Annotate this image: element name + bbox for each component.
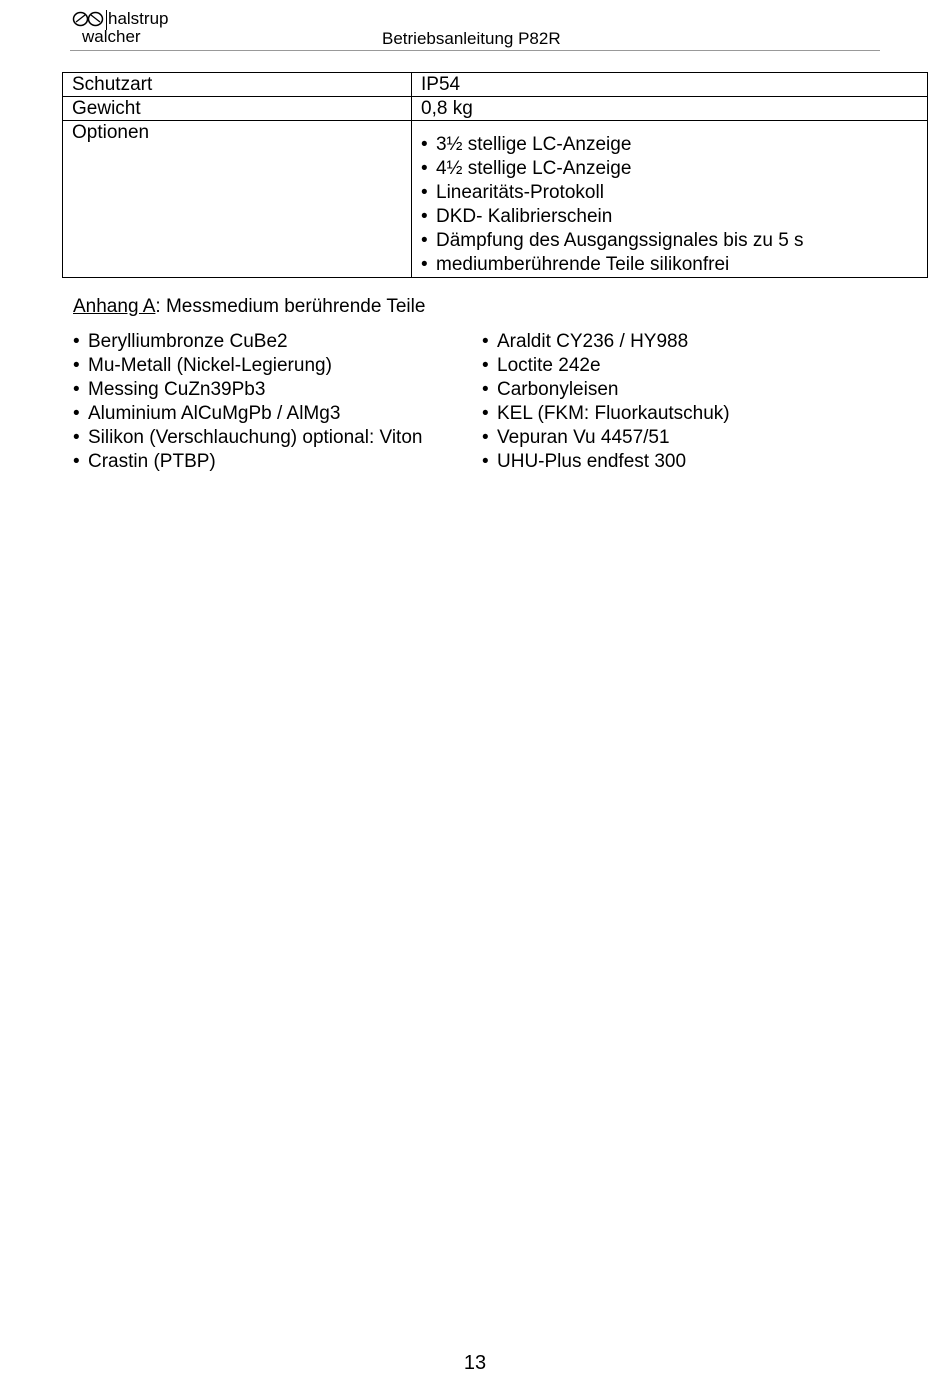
document-title: Betriebsanleitung P82R xyxy=(382,29,561,48)
table-row xyxy=(63,97,928,121)
spec-value: 0,8 kg xyxy=(412,97,928,121)
materials-list-right xyxy=(482,330,882,474)
table-row xyxy=(63,73,928,97)
list-item: • Berylliumbronze CuBe2 xyxy=(73,330,473,354)
list-item: • Crastin (PTBP) xyxy=(73,450,473,474)
list-item: • Linearitäts-Protokoll xyxy=(421,181,918,205)
logo-text-top: halstrup xyxy=(108,9,169,28)
list-item: • Messing CuZn39Pb3 xyxy=(73,378,473,402)
list-item: • KEL (FKM: Fluorkautschuk) xyxy=(482,402,882,426)
logo-mark-icon xyxy=(72,10,104,28)
list-item: • Araldit CY236 / HY988 xyxy=(482,330,882,354)
spec-table xyxy=(62,72,928,278)
list-item: • Aluminium AlCuMgPb / AlMg3 xyxy=(73,402,473,426)
materials-list-left xyxy=(73,330,473,474)
list-item: • Dämpfung des Ausgangssignales bis zu 5 s xyxy=(421,229,918,253)
spec-key: Optionen xyxy=(63,121,412,278)
appendix-heading xyxy=(73,295,425,319)
spec-key: Schutzart xyxy=(63,73,412,97)
spec-value-options xyxy=(412,121,928,278)
options-list xyxy=(421,133,918,277)
list-item: • UHU-Plus endfest 300 xyxy=(482,450,882,474)
list-item: • Carbonyleisen xyxy=(482,378,882,402)
list-item: • mediumberührende Teile silikonfrei xyxy=(421,253,918,277)
list-item: • 3½ stellige LC-Anzeige xyxy=(421,133,918,157)
list-item: • DKD- Kalibrierschein xyxy=(421,205,918,229)
company-logo xyxy=(72,8,192,48)
spec-key: Gewicht xyxy=(63,97,412,121)
spec-value: IP54 xyxy=(412,73,928,97)
list-item: • Vepuran Vu 4457/51 xyxy=(482,426,882,450)
appendix-label: Anhang A xyxy=(73,296,156,317)
page-header xyxy=(0,0,950,52)
list-item: • 4½ stellige LC-Anzeige xyxy=(421,157,918,181)
page-number: 13 xyxy=(463,1352,487,1374)
table-row xyxy=(63,121,928,278)
list-item: • Silikon (Verschlauchung) optional: Viton xyxy=(73,426,473,450)
header-divider xyxy=(70,50,880,51)
list-item: • Mu-Metall (Nickel-Legierung) xyxy=(73,354,473,378)
appendix-title: : Messmedium berührende Teile xyxy=(155,296,426,317)
logo-text-bottom: walcher xyxy=(82,27,141,46)
list-item: • Loctite 242e xyxy=(482,354,882,378)
